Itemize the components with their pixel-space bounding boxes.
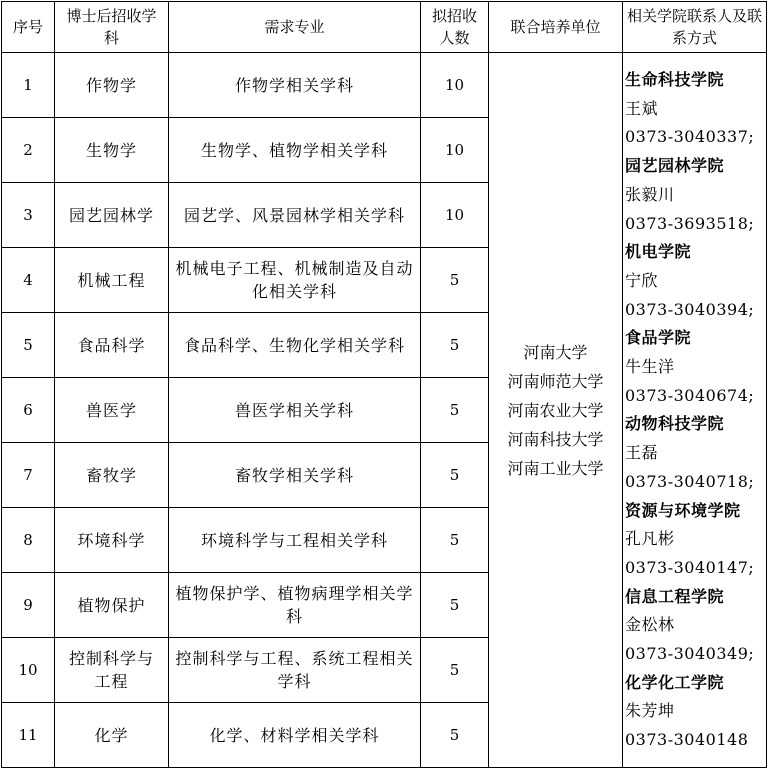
row-major: 生物学、植物学相关学科 (169, 118, 421, 183)
row-discipline: 环境科学 (55, 508, 169, 573)
header-quota: 拟招收人数 (421, 2, 489, 53)
row-quota: 5 (421, 248, 489, 313)
row-index: 5 (2, 313, 55, 378)
contact-person: 朱芳坤 (625, 701, 675, 721)
row-quota: 5 (421, 638, 489, 703)
contact-phone: 0373-3040147; (625, 557, 755, 577)
partner-unit: 河南工业大学 (507, 458, 604, 478)
row-discipline: 食品科学 (55, 313, 169, 378)
row-index: 2 (2, 118, 55, 183)
partner-units-cell (489, 53, 623, 768)
row-quota: 5 (421, 378, 489, 443)
row-quota: 10 (421, 118, 489, 183)
college-name: 动物科技学院 (625, 414, 725, 434)
row-index: 8 (2, 508, 55, 573)
row-major: 环境科学与工程相关学科 (169, 508, 421, 573)
row-quota: 5 (421, 443, 489, 508)
college-name: 园艺园林学院 (625, 156, 725, 176)
contact-phone: 0373-3040718; (625, 471, 755, 491)
row-major: 食品科学、生物化学相关学科 (169, 313, 421, 378)
contact-person: 孔凡彬 (625, 529, 675, 549)
row-quota: 10 (421, 53, 489, 118)
partner-unit: 河南农业大学 (507, 400, 604, 420)
row-major: 作物学相关学科 (169, 53, 421, 118)
header-discipline: 博士后招收学科 (55, 2, 169, 53)
header-partner: 联合培养单位 (489, 2, 623, 53)
contact-phone: 0373-3040337; (625, 127, 755, 147)
row-discipline: 兽医学 (55, 378, 169, 443)
row-index: 6 (2, 378, 55, 443)
college-name: 资源与环境学院 (625, 500, 741, 520)
contact-person: 张毅川 (625, 184, 675, 204)
contact-phone: 0373-3693518; (625, 213, 755, 233)
row-discipline: 生物学 (55, 118, 169, 183)
row-major: 化学、材料学相关学科 (169, 703, 421, 768)
row-quota: 5 (421, 508, 489, 573)
contact-person: 宁欣 (625, 270, 659, 290)
row-major: 园艺学、风景园林学相关学科 (169, 183, 421, 248)
row-quota: 5 (421, 313, 489, 378)
row-discipline: 植物保护 (55, 573, 169, 638)
row-discipline: 机械工程 (55, 248, 169, 313)
table-body (2, 53, 767, 768)
row-discipline: 化学 (55, 703, 169, 768)
row-major: 机械电子工程、机械制造及自动化相关学科 (169, 248, 421, 313)
row-major: 控制科学与工程、系统工程相关学科 (169, 638, 421, 703)
contact-phone: 0373-3040148 (625, 730, 749, 750)
row-major: 兽医学相关学科 (169, 378, 421, 443)
partner-unit: 河南科技大学 (507, 429, 604, 449)
row-index: 10 (2, 638, 55, 703)
row-major: 植物保护学、植物病理学相关学科 (169, 573, 421, 638)
row-major: 畜牧学相关学科 (169, 443, 421, 508)
row-discipline: 园艺园林学 (55, 183, 169, 248)
contacts-cell (623, 53, 767, 768)
row-discipline: 控制科学与工程 (55, 638, 169, 703)
row-discipline: 畜牧学 (55, 443, 169, 508)
row-index: 9 (2, 573, 55, 638)
contact-person: 金松林 (625, 615, 675, 635)
college-name: 化学化工学院 (625, 672, 725, 692)
college-name: 生命科技学院 (625, 70, 725, 89)
header-row (2, 2, 767, 53)
row-index: 1 (2, 53, 55, 118)
contact-phone: 0373-3040349; (625, 644, 755, 664)
college-name: 食品学院 (625, 328, 692, 348)
row-quota: 10 (421, 183, 489, 248)
row-quota: 5 (421, 573, 489, 638)
header-index: 序号 (2, 2, 55, 53)
table-row (2, 53, 767, 118)
row-index: 7 (2, 443, 55, 508)
contact-phone: 0373-3040674; (625, 385, 755, 405)
row-index: 3 (2, 183, 55, 248)
contact-person: 王斌 (625, 98, 659, 118)
partner-unit: 河南大学 (523, 342, 588, 362)
college-name: 机电学院 (625, 242, 692, 262)
row-discipline: 作物学 (55, 53, 169, 118)
college-name: 信息工程学院 (625, 586, 725, 606)
recruitment-table (1, 1, 767, 768)
row-index: 4 (2, 248, 55, 313)
contact-person: 王磊 (625, 443, 659, 463)
row-index: 11 (2, 703, 55, 768)
contact-person: 牛生洋 (625, 357, 675, 377)
contact-phone: 0373-3040394; (625, 299, 755, 319)
header-major: 需求专业 (169, 2, 421, 53)
partner-unit: 河南师范大学 (507, 371, 604, 391)
header-contact: 相关学院联系人及联系方式 (623, 2, 767, 53)
row-quota: 5 (421, 703, 489, 768)
